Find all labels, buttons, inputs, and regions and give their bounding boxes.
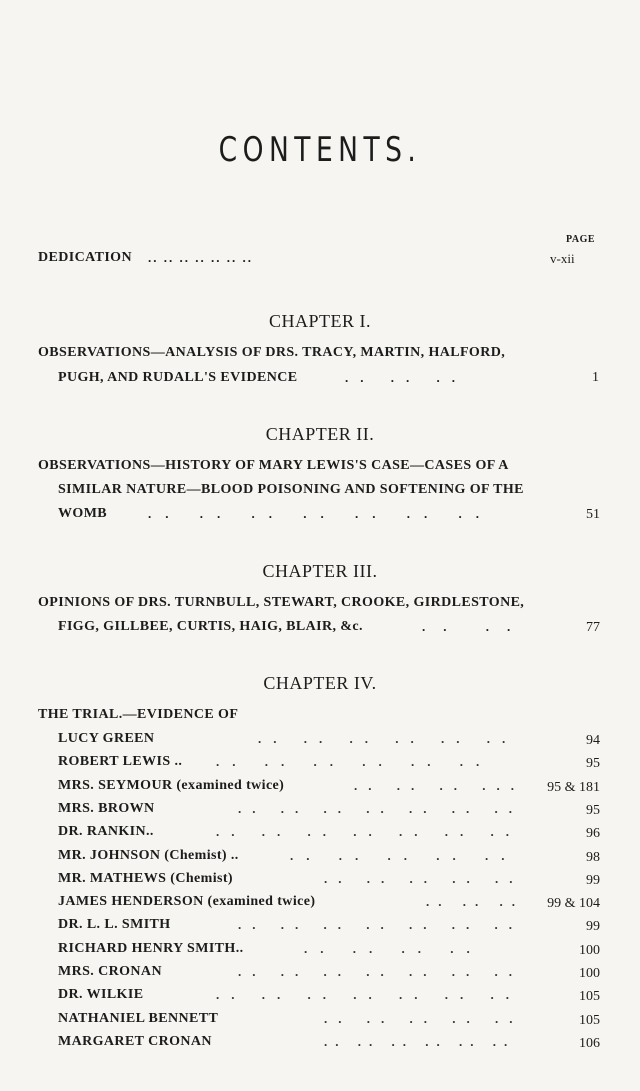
- chapter-4-heading: CHAPTER IV.: [263, 673, 377, 693]
- witness-name: MRS. BROWN: [58, 801, 155, 816]
- chapter-3-page: 77: [586, 620, 600, 635]
- chapter-2-dots: .. .. .. .. .. .. ..: [148, 506, 493, 521]
- witness-page: 99: [586, 919, 600, 934]
- witness-page: 105: [579, 1013, 600, 1028]
- chapter-2-line-1: OBSERVATIONS—HISTORY OF MARY LEWIS'S CASE—CASES OF A: [38, 458, 509, 473]
- witness-page: 95 & 181: [547, 780, 600, 795]
- witness-name: JAMES HENDERSON (examined twice): [58, 894, 316, 909]
- dedication-page: v-xii: [550, 251, 575, 266]
- witness-page: 95: [586, 756, 600, 771]
- dedication-label: DEDICATION: [38, 250, 132, 265]
- witness-page: 99: [586, 873, 600, 888]
- chapter-3-dots: .. ..: [422, 619, 529, 634]
- witness-page: 94: [586, 733, 600, 748]
- witness-page: 100: [579, 966, 600, 981]
- witness-page: 99 & 104: [547, 896, 600, 911]
- chapter-1-line-2: PUGH, AND RUDALL'S EVIDENCE: [58, 370, 298, 385]
- witness-name: DR. RANKIN..: [58, 824, 154, 839]
- leader-dots: .. .. .. .. .. .. ..: [238, 917, 523, 932]
- witness-name: DR. WILKIE: [58, 987, 144, 1002]
- leader-dots: .. .. .. .. .. .. ..: [238, 964, 523, 979]
- chapter-1-heading: CHAPTER I.: [268, 311, 371, 331]
- witness-name: MR. MATHEWS (Chemist): [58, 871, 233, 886]
- witness-name: LUCY GREEN: [58, 731, 155, 746]
- leader-dots: .. .. .. .. .. ..: [324, 1034, 516, 1049]
- witness-name: MR. JOHNSON (Chemist) ..: [58, 848, 239, 863]
- witness-name: MRS. CRONAN: [58, 964, 162, 979]
- chapter-4-intro: THE TRIAL.—EVIDENCE OF: [38, 707, 239, 722]
- witness-page: 95: [586, 803, 600, 818]
- witness-page: 100: [579, 943, 600, 958]
- chapter-1-line-1: OBSERVATIONS—ANALYSIS OF DRS. TRACY, MARTIN, HALFORD,: [38, 345, 506, 360]
- chapter-3-line-2: FIGG, GILLBEE, CURTIS, HAIG, BLAIR, &c.: [58, 619, 363, 634]
- chapter-1-page: 1: [592, 370, 599, 385]
- witness-name: DR. L. L. SMITH: [58, 917, 171, 932]
- witness-page: 105: [579, 989, 600, 1004]
- chapter-1-dots: .. .. ..: [345, 370, 467, 385]
- witness-page: 106: [579, 1036, 600, 1051]
- chapter-3-heading: CHAPTER III.: [262, 561, 378, 581]
- leader-dots: .. .. .. .. .. .. ..: [216, 824, 521, 839]
- chapter-3-line-1: OPINIONS OF DRS. TURNBULL, STEWART, CROOKE, GIRDLESTONE,: [38, 595, 525, 610]
- leader-dots: .. .. .. ...: [354, 778, 525, 793]
- witness-name: RICHARD HENRY SMITH..: [58, 941, 244, 956]
- witness-name: MARGARET CRONAN: [58, 1034, 212, 1049]
- leader-dots: .. .. .. .. .. .. ..: [216, 987, 521, 1002]
- leader-dots: .. .. .. .. ..: [290, 848, 518, 863]
- leader-dots: .. .. .. .. .. ..: [258, 731, 518, 746]
- page-title: CONTENTS.: [218, 130, 422, 170]
- leader-dots: .. .. .. .. ..: [324, 871, 524, 886]
- chapter-2-page: 51: [586, 507, 600, 522]
- dedication-dots: .. .. .. .. .. .. ..: [148, 250, 253, 265]
- witness-name: NATHANIEL BENNETT: [58, 1011, 219, 1026]
- leader-dots: .. .. .. .. ..: [324, 1011, 524, 1026]
- leader-dots: .. .. ..: [426, 894, 524, 909]
- witness-name: MRS. SEYMOUR (examined twice): [58, 778, 285, 793]
- chapter-2-heading: CHAPTER II.: [265, 424, 375, 444]
- chapter-2-line-2: SIMILAR NATURE—BLOOD POISONING AND SOFTENING OF THE: [58, 482, 524, 497]
- witness-name: ROBERT LEWIS ..: [58, 754, 183, 769]
- witness-page: 96: [586, 826, 600, 841]
- leader-dots: .. .. .. .. .. ..: [216, 754, 493, 769]
- witness-page: 98: [586, 850, 600, 865]
- leader-dots: .. .. .. .. .. .. ..: [238, 801, 523, 816]
- leader-dots: .. .. .. ..: [304, 941, 483, 956]
- page-column-header: PAGE: [566, 234, 596, 245]
- chapter-2-line-3: WOMB: [58, 506, 108, 521]
